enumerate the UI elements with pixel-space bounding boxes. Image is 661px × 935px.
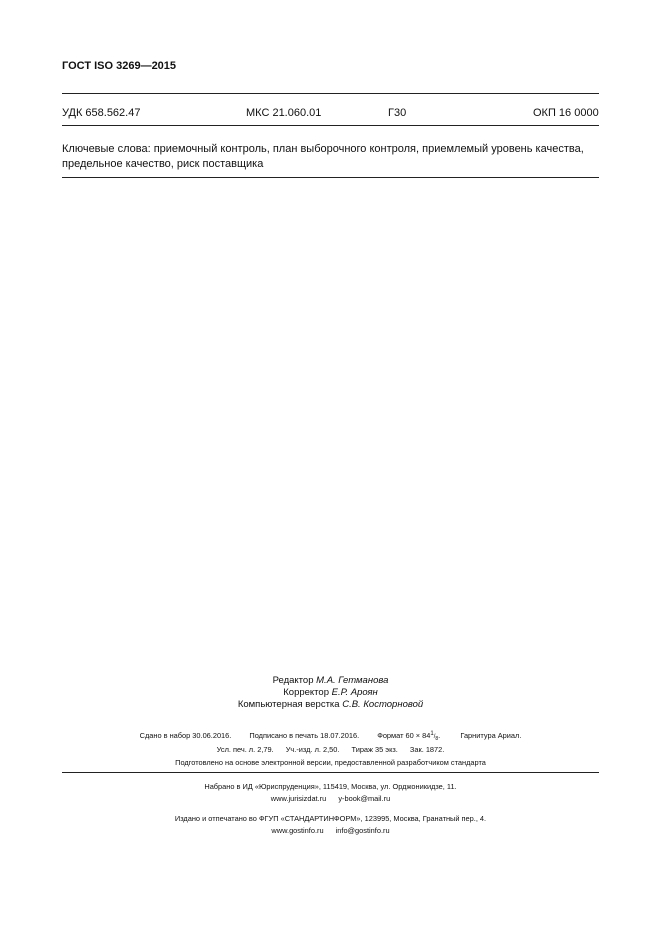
- udk-code: УДК 658.562.47: [62, 107, 141, 119]
- mks-code: МКС 21.060.01: [246, 107, 322, 119]
- corrector-role: Корректор: [283, 687, 329, 698]
- typeset-contacts: [62, 794, 599, 803]
- print-sheets: Усл. печ. л. 2,79.: [216, 745, 274, 754]
- corrector-name: Е.Р. Ароян: [331, 687, 378, 698]
- imprint-line-2: [62, 745, 599, 754]
- imprint-line-1: [62, 731, 599, 742]
- okp-code: ОКП 16 0000: [533, 107, 599, 119]
- format-prefix: Формат 60 × 84: [377, 731, 431, 740]
- divider-keywords: [62, 177, 599, 178]
- format-suffix: .: [438, 731, 441, 740]
- printed-contacts: [62, 826, 599, 835]
- printed-site-link[interactable]: www.gostinfo.ru: [271, 826, 324, 835]
- typeset-info: Набрано в ИД «Юриспруденция», 115419, Москва, ул. Орджоникидзе, 11.: [204, 782, 457, 791]
- font-name: Гарнитура Ариал.: [460, 731, 522, 740]
- format-slash: /: [433, 734, 436, 740]
- divider-classification: [62, 125, 599, 126]
- divider-imprint: [62, 772, 599, 773]
- editor-role: Редактор: [272, 675, 314, 686]
- order-number: Зак. 1872.: [409, 745, 445, 754]
- editor-line: [62, 675, 599, 687]
- layout-role: Компьютерная верстка: [237, 699, 340, 710]
- basis-note: Подготовлено на основе электронной версии, предоставленной разработчиком стандарта: [175, 758, 486, 767]
- format-numerator: 1: [430, 731, 434, 737]
- signed-date: Подписано в печать 18.07.2016.: [249, 731, 360, 740]
- submitted-date: Сдано в набор 30.06.2016.: [139, 731, 232, 740]
- layout-line: [62, 699, 599, 711]
- edition-sheets: Уч.-изд. л. 2,50.: [285, 745, 340, 754]
- keywords: Ключевые слова: приемочный контроль, план выборочного контроля, приемлемый уровень качества, предельное качество, риск поставщика: [62, 143, 584, 170]
- group-code: Г30: [388, 107, 407, 119]
- divider-top: [62, 93, 599, 94]
- corrector-line: [62, 687, 599, 699]
- typeset-email-link[interactable]: y-book@mail.ru: [338, 794, 391, 803]
- typeset-site-link[interactable]: www.jurisizdat.ru: [270, 794, 327, 803]
- printed-email-link[interactable]: info@gostinfo.ru: [335, 826, 390, 835]
- editor-name: М.А. Гетманова: [316, 675, 389, 686]
- standard-number: ГОСТ ISO 3269—2015: [62, 60, 177, 72]
- format-denominator: 8: [435, 736, 439, 743]
- paper-format: [377, 731, 442, 743]
- circulation: Тираж 35 экз.: [351, 745, 398, 754]
- printed-info: Издано и отпечатано во ФГУП «СТАНДАРТИНФОРМ», 123995, Москва, Гранатный пер., 4.: [174, 814, 487, 823]
- layout-name: С.В. Косторновой: [342, 699, 424, 710]
